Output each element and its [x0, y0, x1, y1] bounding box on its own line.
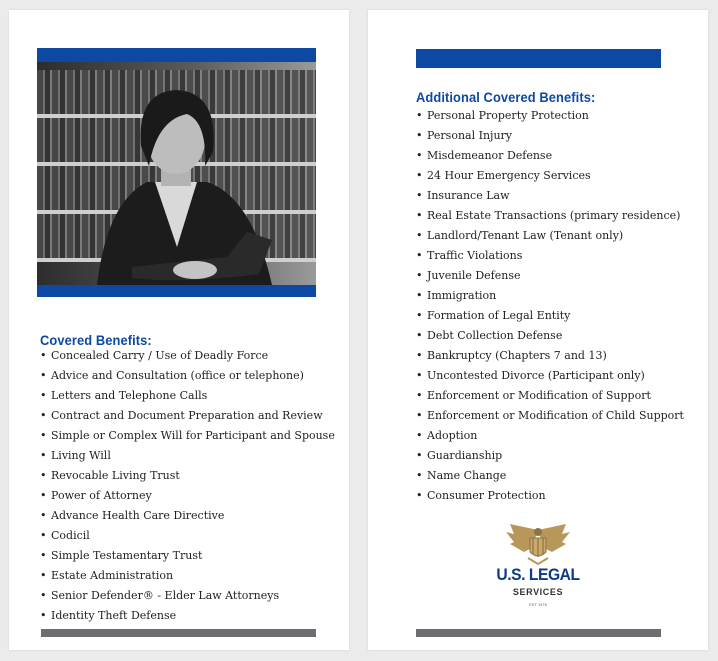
bullet: •	[40, 349, 47, 362]
benefit-label: Formation of Legal Entity	[427, 309, 571, 322]
benefit-label: Traffic Violations	[427, 249, 523, 262]
bullet: •	[40, 369, 47, 382]
benefit-label: Advance Health Care Directive	[51, 509, 225, 522]
benefit-item	[416, 466, 684, 486]
benefit-label: Living Will	[51, 449, 111, 462]
benefit-label: Simple or Complex Will for Participant and Spouse	[51, 429, 335, 442]
benefit-item	[416, 166, 684, 186]
benefit-item	[416, 106, 684, 126]
benefit-item	[416, 226, 684, 246]
bullet: •	[416, 149, 423, 162]
benefit-item	[40, 386, 335, 406]
bullet: •	[40, 589, 47, 602]
benefit-item	[416, 406, 684, 426]
bullet: •	[40, 449, 47, 462]
benefit-item	[416, 126, 684, 146]
bullet: •	[40, 509, 47, 522]
benefit-label: Simple Testamentary Trust	[51, 549, 203, 562]
bullet: •	[416, 189, 423, 202]
bullet: •	[416, 449, 423, 462]
benefit-label: Identity Theft Defense	[51, 609, 177, 622]
benefit-label: Enforcement or Modification of Child Support	[427, 409, 684, 422]
bullet: •	[416, 429, 423, 442]
benefit-label: Juvenile Defense	[427, 269, 521, 282]
benefit-label: Consumer Protection	[427, 489, 546, 502]
bottom-gray-bar	[416, 629, 661, 637]
bullet: •	[416, 309, 423, 322]
bullet: •	[416, 389, 423, 402]
benefit-label: Power of Attorney	[51, 489, 152, 502]
bullet: •	[40, 409, 47, 422]
bullet: •	[40, 429, 47, 442]
logo-sub: SERVICES	[512, 587, 564, 597]
covered-benefits-list	[40, 346, 335, 626]
benefit-label: Real Estate Transactions (primary residence)	[427, 209, 681, 222]
benefit-label: Enforcement or Modification of Support	[427, 389, 651, 402]
additional-benefits-heading: Additional Covered Benefits:	[416, 89, 596, 105]
bullet: •	[416, 229, 423, 242]
benefit-item	[40, 586, 335, 606]
eagle-emblem-icon	[488, 522, 588, 566]
benefit-label: Debt Collection Defense	[427, 329, 563, 342]
benefit-item	[416, 486, 684, 506]
benefit-item	[416, 266, 684, 286]
bullet: •	[40, 569, 47, 582]
benefit-item	[40, 526, 335, 546]
bullet: •	[416, 169, 423, 182]
benefit-label: 24 Hour Emergency Services	[427, 169, 591, 182]
benefit-item	[40, 566, 335, 586]
benefit-item	[416, 186, 684, 206]
bullet: •	[40, 549, 47, 562]
additional-benefits-list	[416, 106, 684, 506]
benefit-label: Concealed Carry / Use of Deadly Force	[51, 349, 269, 362]
left-panel	[9, 10, 349, 650]
bullet: •	[416, 489, 423, 502]
benefit-item	[40, 606, 335, 626]
benefit-label: Revocable Living Trust	[51, 469, 180, 482]
benefit-label: Codicil	[51, 529, 90, 542]
benefit-label: Personal Property Protection	[427, 109, 589, 122]
benefit-label: Estate Administration	[51, 569, 174, 582]
benefit-item	[416, 366, 684, 386]
benefit-item	[40, 466, 335, 486]
benefit-label: Misdemeanor Defense	[427, 149, 553, 162]
benefit-label: Uncontested Divorce (Participant only)	[427, 369, 645, 382]
logo-tagline: EST 1976	[529, 602, 547, 607]
woman-figure	[37, 62, 316, 285]
bullet: •	[416, 249, 423, 262]
benefit-item	[416, 446, 684, 466]
bullet: •	[416, 469, 423, 482]
benefit-label: Bankruptcy (Chapters 7 and 13)	[427, 349, 607, 362]
bullet: •	[40, 469, 47, 482]
bullet: •	[40, 389, 47, 402]
bullet: •	[416, 349, 423, 362]
bullet: •	[416, 209, 423, 222]
benefit-label: Advice and Consultation (office or telephone)	[51, 369, 304, 382]
benefit-label: Immigration	[427, 289, 497, 302]
us-legal-logo	[488, 522, 588, 620]
benefit-item	[40, 506, 335, 526]
attorney-photo	[37, 62, 316, 285]
benefit-label: Insurance Law	[427, 189, 510, 202]
benefit-item	[416, 246, 684, 266]
bullet: •	[416, 329, 423, 342]
benefit-label: Contract and Document Preparation and Review	[51, 409, 323, 422]
bullet: •	[40, 489, 47, 502]
benefit-label: Adoption	[427, 429, 478, 442]
top-blue-bar	[416, 49, 661, 68]
benefit-label: Personal Injury	[427, 129, 512, 142]
bullet: •	[40, 529, 47, 542]
benefit-item	[416, 286, 684, 306]
logo-name: U.S. LEGAL	[496, 565, 580, 584]
benefit-item	[40, 446, 335, 466]
benefit-item	[416, 346, 684, 366]
bullet: •	[416, 369, 423, 382]
benefit-label: Name Change	[427, 469, 507, 482]
benefit-label: Senior Defender® - Elder Law Attorneys	[51, 589, 280, 602]
benefit-label: Guardianship	[427, 449, 503, 462]
benefit-item	[40, 546, 335, 566]
right-panel	[368, 10, 708, 650]
top-blue-bar	[37, 48, 316, 62]
bottom-blue-bar	[37, 285, 316, 297]
benefit-item	[40, 486, 335, 506]
benefit-item	[40, 406, 335, 426]
benefit-item	[40, 426, 335, 446]
bullet: •	[416, 409, 423, 422]
bullet: •	[416, 269, 423, 282]
benefit-item	[416, 426, 684, 446]
bullet: •	[416, 289, 423, 302]
benefit-item	[416, 146, 684, 166]
benefit-item	[416, 306, 684, 326]
benefit-item	[40, 346, 335, 366]
bullet: •	[416, 129, 423, 142]
bullet: •	[40, 609, 47, 622]
bottom-gray-bar	[41, 629, 316, 637]
benefit-item	[416, 326, 684, 346]
benefit-item	[40, 366, 335, 386]
benefit-item	[416, 386, 684, 406]
benefit-item	[416, 206, 684, 226]
covered-benefits-heading: Covered Benefits:	[40, 332, 152, 348]
benefit-label: Landlord/Tenant Law (Tenant only)	[427, 229, 624, 242]
benefit-label: Letters and Telephone Calls	[51, 389, 208, 402]
bullet: •	[416, 109, 423, 122]
